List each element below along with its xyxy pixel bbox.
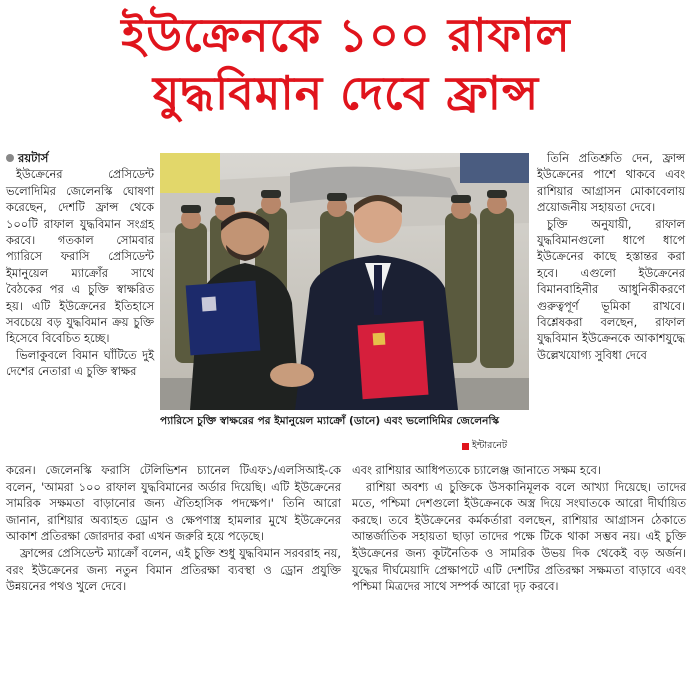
- headline: [0, 6, 692, 122]
- news-photo-illustration: [160, 153, 529, 410]
- bottom-left-paragraph-1: করেন। জেলেনস্কি ফরাসি টেলিভিশন চ্যানেল টিএফ১/এলসিআই-কে বলেন, 'আমরা ১০০ রাফাল যুদ্ধবিমানের অর্ডার দিয়েছি। এটি ইউক্রেনের সামরিক সক্ষমতা বাড়ানোর জন্য ঐতিহাসিক পদক্ষেপ।' তিনি আরো জানান, রাশিয়ার অব্যাহত ড্রোন ও ক্ষেপণাস্ত্র হামলার মুখে ইউক্রেনের আকাশ প্রতিরক্ষা জোরদার করা এখন জরুরি হয়ে পড়েছে।: [6, 463, 341, 544]
- left-paragraph-2: ভিলাকুবলে বিমান ঘাঁটিতে দুই দেশের নেতারা এ চুক্তি স্বাক্ষর: [6, 347, 154, 379]
- bottom-right-paragraph-1: এবং রাশিয়ার আধিপত্যকে চ্যালেঞ্জ জানাতে সক্ষম হবে।: [352, 463, 601, 477]
- headline-line-2: যুদ্ধবিমান দেবে ফ্রান্স: [152, 66, 540, 120]
- photo-credit-text: ইন্টারনেট: [472, 440, 508, 451]
- left-paragraph-1: ইউক্রেনের প্রেসিডেন্ট ভলোদিমির জেলেনস্কি ঘোষণা করেছেন, দেশটি ফ্রান্স থেকে ১০০টি রাফাল যুদ্ধবিমান সংগ্রহ করবে। গতকাল সোমবার প্যারিসে ফরাসি প্রেসিডেন্ট ইমানুয়েল ম্যাক্রোঁর সাথে বৈঠকের পর এ চুক্তি স্বাক্ষরিত হয়। এটি ইউক্রেনের ইতিহাসে সবচেয়ে বড় যুদ্ধবিমান ক্রয় চুক্তি হিসেবে বিবেচিত হচ্ছে।: [6, 167, 154, 346]
- bullet-icon: [6, 154, 14, 162]
- bottom-left-paragraph-2: ফ্রান্সের প্রেসিডেন্ট ম্যাক্রোঁ বলেন, এই চুক্তি শুধু যুদ্ধবিমান সরবরাহ নয়, বরং ইউক্রেনের জন্য নতুন বিমান প্রতিরক্ষা ব্যবস্থা ও ড্রোন প্রযুক্তি উন্নয়নের পথও খুলে দেবে।: [6, 545, 341, 594]
- right-paragraph-1: তিনি প্রতিশ্রুতি দেন, ফ্রান্স ইউক্রেনের পাশে থাকবে এবং রাশিয়ার আগ্রাসন মোকাবেলায় প্রয়োজনীয় সহায়তা দেবে।: [537, 151, 685, 215]
- byline: [6, 150, 154, 166]
- bottom-right-column: [352, 462, 686, 595]
- news-photo: [160, 153, 529, 410]
- photo-caption: প্যারিসে চুক্তি স্বাক্ষরের পর ইমানুয়েল ম্যাক্রোঁ (ডানে) এবং ভলোদিমির জেলেনস্কি: [160, 415, 500, 427]
- bottom-left-column: [6, 462, 341, 595]
- bottom-right-paragraph-2: রাশিয়া অবশ্য এ চুক্তিকে উসকানিমূলক বলে আখ্যা দিয়েছে। তাদের মতে, পশ্চিমা দেশগুলো ইউক্রেনকে অস্ত্র দিয়ে সংঘাতকে আরো দীর্ঘায়িত করছে। তবে ইউক্রেনের কর্মকর্তারা বলছেন, রাশিয়ার আগ্রাসন ঠেকাতে আন্তর্জাতিক সহায়তা ছাড়া তাদের পক্ষে টিকে থাকা সম্ভব নয়। এই চুক্তি ইউক্রেনের জন্য কূটনৈতিক ও সামরিক উভয় দিক থেকেই বড় অর্জন। যুদ্ধের দীর্ঘমেয়াদি প্রেক্ষাপটে এটি দেশটির প্রতিরক্ষা সক্ষমতা বাড়াবে এবং পশ্চিমা মিত্রদের সাথে সম্পর্ক আরো দৃঢ় করবে।: [352, 479, 686, 594]
- right-paragraph-2: চুক্তি অনুযায়ী, রাফাল যুদ্ধবিমানগুলো ধাপে ধাপে ইউক্রেনের কাছে হস্তান্তর করা হবে। এগুলো ইউক্রেনের বিমানবাহিনীর আধুনিকীকরণে গুরুত্বপূর্ণ ভূমিকা রাখবে। বিশ্লেষকরা বলছেন, রাফাল যুদ্ধবিমান ইউক্রেনকে আকাশযুদ্ধে উল্লেখযোগ্য সুবিধা দেবে: [537, 216, 685, 362]
- square-icon: [462, 443, 469, 450]
- right-column: [537, 150, 685, 363]
- headline-line-1: ইউক্রেনকে ১০০ রাফাল: [121, 8, 571, 62]
- left-column: [6, 150, 154, 380]
- byline-source: রয়টার্স: [18, 151, 49, 165]
- photo-credit: [462, 439, 507, 454]
